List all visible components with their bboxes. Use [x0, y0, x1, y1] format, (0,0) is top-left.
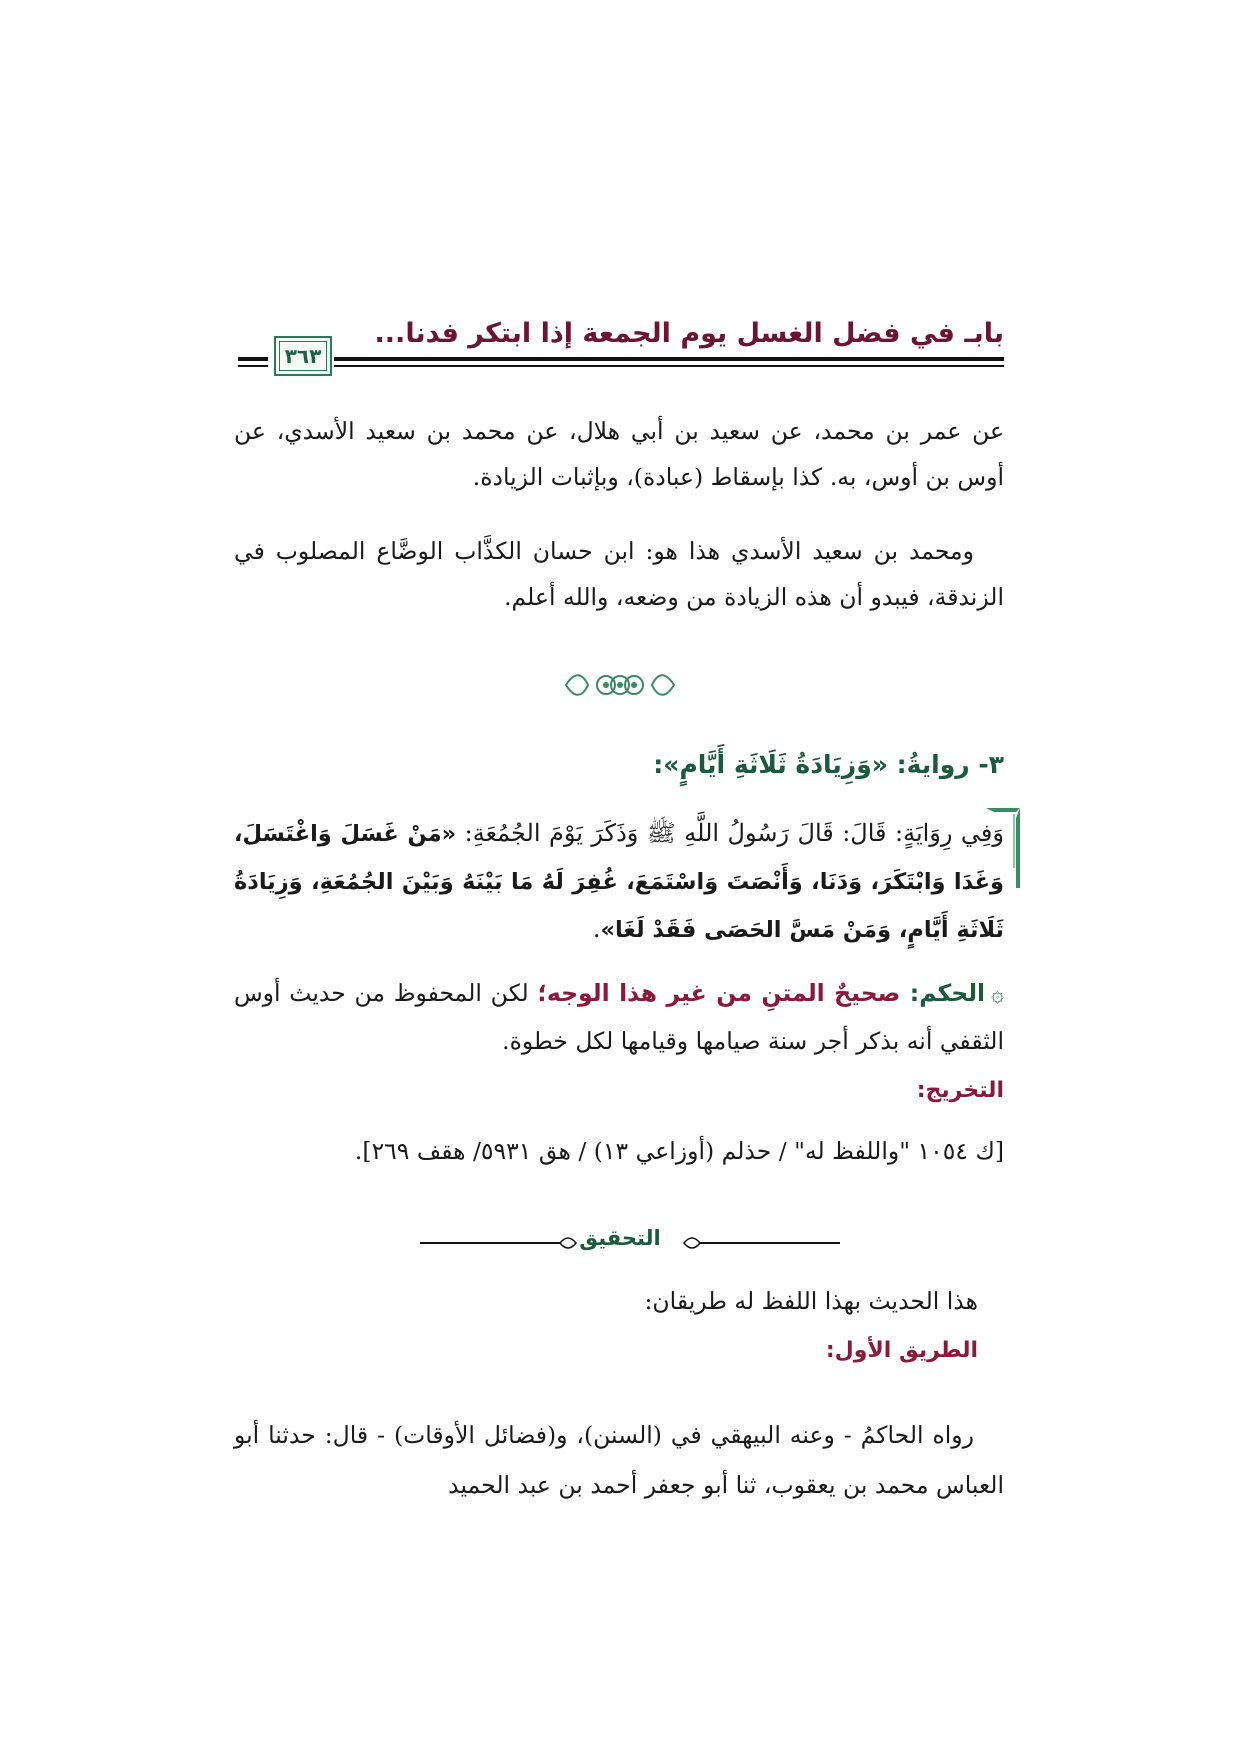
hadith-text — [234, 810, 1004, 954]
corner-ornament-icon — [986, 808, 1020, 888]
paragraph-1: عن عمر بن محمد، عن سعيد بن أبي هلال، عن محمد بن سعيد الأسدي، عن أوس بن أوس، به. كذا بإسقاط (عبادة)، وبإثبات الزيادة. — [234, 417, 1004, 491]
first-path-heading: الطريق الأول: — [825, 1338, 978, 1363]
page-header — [238, 312, 1004, 382]
section-heading-quote: «وَزِيَادَةُ ثَلَاثَةِ أَيَّامٍ»: — [653, 750, 888, 779]
tahqiq-label: التحقيق — [579, 1226, 661, 1250]
section-heading — [653, 750, 1004, 779]
ruling-label: الحكم: — [900, 979, 986, 1007]
tahqiq-intro: هذا الحديث بهذا اللفظ له طريقان: — [644, 1287, 978, 1315]
header-rule-thick — [334, 357, 1004, 361]
chapter-title: بابـ في فضل الغسل يوم الجمعة إذا ابتكر فدنا... — [374, 318, 1004, 349]
ruling-text: لكن المحفوظ من حديث أوس الثقفي أنه بذكر أجر سنة صيامها وقيامها لكل خطوة. — [234, 979, 1004, 1055]
takhrij-text: [ك ١٠٥٤ "واللفظ له" / حذلم (أوزاعي ١٣) / هق ٥٩٣١/ هقف ٢٦٩]. — [354, 1137, 1004, 1165]
ruling-verdict: صحيحٌ المتنِ من غير هذا الوجه؛ — [537, 979, 901, 1007]
header-rule-left-thick — [238, 357, 268, 361]
hadith-intro: وَفِي رِوَايَةٍ: قَالَ: قَالَ رَسُولُ اللَّهِ ﷺ وَذَكَرَ يَوْمَ الجُمُعَةِ: — [456, 819, 1004, 847]
ruling-paragraph — [234, 970, 1004, 1064]
header-rule-thin — [334, 365, 1004, 367]
page-number: ٣٦٣ — [284, 344, 322, 368]
header-rule-left-thin — [238, 365, 268, 367]
hadith-block — [234, 810, 1004, 954]
page-number-box — [274, 336, 332, 376]
hadith-quote: «مَنْ غَسَلَ وَاغْتَسَلَ، وَغَدَا وَابْتَكَرَ، وَدَنَا، وَأَنْصَتَ وَاسْتَمَعَ، غُفِرَ لَهُ مَا بَيْنَهُ وَبَيْنَ الجُمُعَةِ، وَزِيَادَةُ ثَلَاثَةِ أَيَّامٍ، وَمَنْ مَسَّ الحَصَى فَقَدْ لَغَا» — [234, 821, 1004, 943]
paragraph-3: رواه الحاكمُ - وعنه البيهقي في (السنن)، و(فضائل الأوقات) - قال: حدثنا أبو العباس محمد بن يعقوب، ثنا أبو جعفر أحمد بن عبد الحميد — [234, 1421, 1004, 1499]
paragraph-2: ومحمد بن سعيد الأسدي هذا هو: ابن حسان الكذَّاب الوضَّاع المصلوب في الزندقة، فيبدو أن هذه الزيادة من وضعه، والله أعلم. — [234, 537, 1004, 611]
hadith-end: . — [592, 915, 601, 943]
ornament-divider-icon — [560, 668, 680, 702]
flower-icon: ۞ — [991, 982, 1004, 1007]
section-heading-prefix: ٣- روايةُ: — [887, 750, 1004, 779]
takhrij-label: التخريج: — [916, 1078, 1004, 1103]
